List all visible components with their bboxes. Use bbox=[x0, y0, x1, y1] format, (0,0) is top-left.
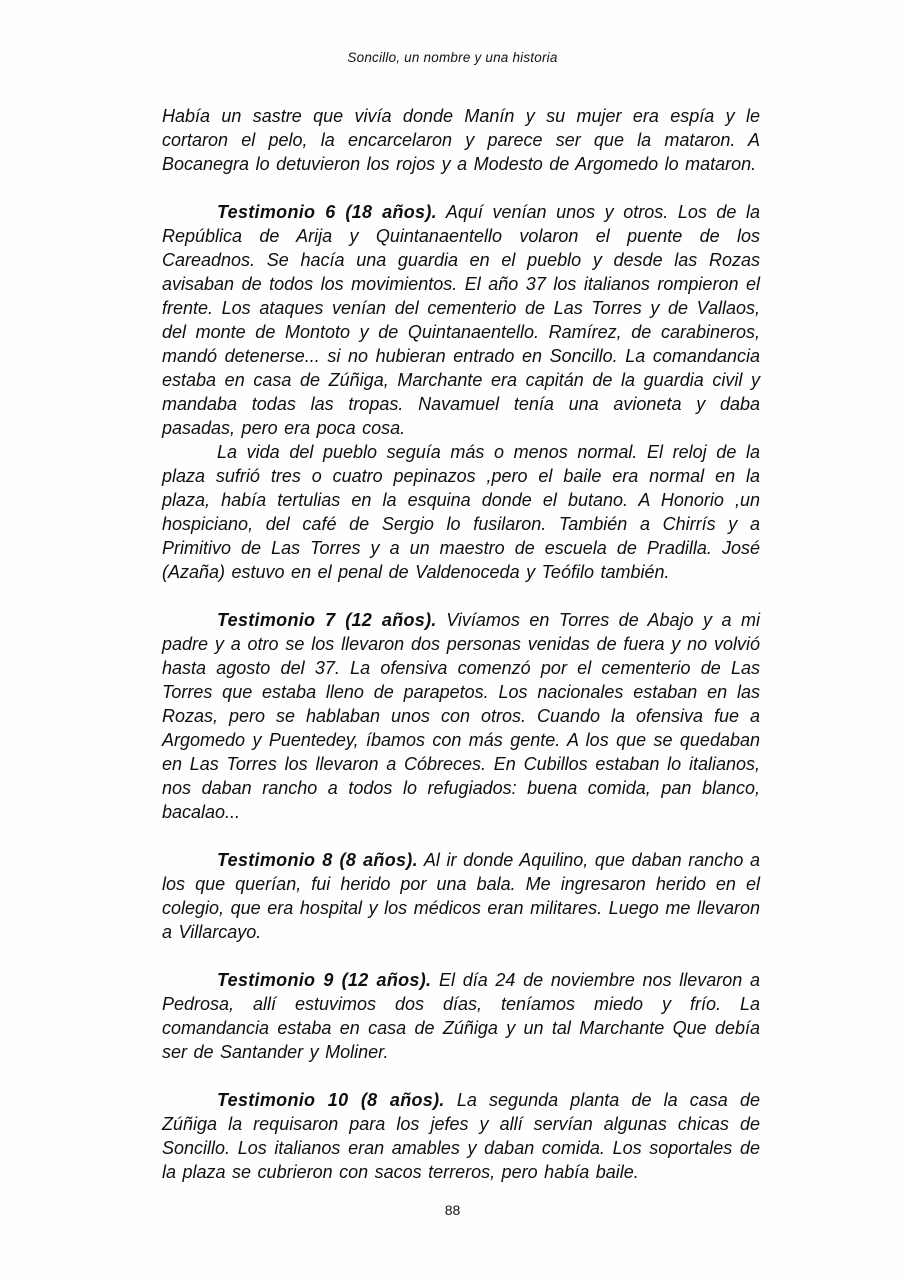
testimonio-heading: Testimonio 7 (12 años). bbox=[217, 610, 437, 630]
testimonio-heading: Testimonio 8 (8 años). bbox=[217, 850, 418, 870]
paragraph bbox=[162, 440, 760, 584]
paragraph-text: Vivíamos en Torres de Abajo y a mi padre y a otro se los llevaron dos personas venidas de fuera y no volvió hasta agosto del 37. La ofensiva comenzó por el cementerio de Las Torres que estaba lleno de parapetos. Los nacionales estaban en las Rozas, pero se hablaban unos con otros. Cuando la ofensiva fue a Argomedo y Puentedey, íbamos con más gente. A los que se quedaban en Las Torres los llevaron a Cóbreces. En Cubillos estaban lo italianos, nos daban rancho a todos lo refugiados: buena comida, pan blanco, bacalao... bbox=[162, 610, 760, 822]
paragraph-text: Había un sastre que vivía donde Manín y su mujer era espía y le cortaron el pelo, la encarcelaron y parece ser que la mataron. A Bocanegra lo detuvieron los rojos y a Modesto de Argomedo lo mataron. bbox=[162, 106, 760, 174]
paragraph bbox=[162, 608, 760, 824]
paragraph bbox=[162, 1088, 760, 1184]
paragraph-text: El día 24 de noviembre nos llevaron a Pedrosa, allí estuvimos dos días, teníamos miedo y frío. La comandancia estaba en casa de Zúñiga y un tal Marchante Que debía ser de Santander y Moliner. bbox=[162, 970, 760, 1062]
page-body bbox=[162, 104, 760, 1184]
running-head-title: Soncillo, un nombre y una historia bbox=[347, 50, 558, 65]
testimonio-heading: Testimonio 10 (8 años). bbox=[217, 1090, 445, 1110]
paragraph-text: Al ir donde Aquilino, que daban rancho a los que querían, fui herido por una bala. Me ingresaron herido en el colegio, que era hospital y los médicos eran militares. Luego me llevaron a Villarcayo. bbox=[162, 850, 760, 942]
paragraph bbox=[162, 968, 760, 1064]
paragraph-text: Aquí venían unos y otros. Los de la República de Arija y Quintanaentello volaron el puente de los Careadnos. Se hacía una guardia en el pueblo y desde las Rozas avisaban de todos los movimientos. El año 37 los italianos rompieron el frente. Los ataques venían del cementerio de Las Torres y de Vallaos, del monte de Montoto y de Quintanaentello. Ramírez, de carabineros, mandó detenerse... si no hubieran entrado en Soncillo. La comandancia estaba en casa de Zúñiga, Marchante era capitán de la guardia civil y mandaba todas las tropas. Navamuel tenía una avioneta y daba pasadas, pero era poca cosa. bbox=[162, 202, 760, 438]
paragraph bbox=[162, 848, 760, 944]
page-number: 88 bbox=[444, 1202, 461, 1218]
paragraph-text: La vida del pueblo seguía más o menos normal. El reloj de la plaza sufrió tres o cuatro pepinazos ,pero el baile era normal en la plaza, había tertulias en la esquina donde el butano. A Honorio ,un hospiciano, del café de Sergio lo fusilaron. También a Chirrís y a Primitivo de Las Torres y a un maestro de escuela de Pradilla. José (Azaña) estuvo en el penal de Valdenoceda y Teófilo también. bbox=[162, 442, 760, 582]
testimonio-heading: Testimonio 6 (18 años). bbox=[217, 202, 437, 222]
paragraph bbox=[162, 200, 760, 440]
testimonio-heading: Testimonio 9 (12 años). bbox=[217, 970, 432, 990]
paragraph bbox=[162, 104, 760, 176]
paragraph-text: La segunda planta de la casa de Zúñiga la requisaron para los jefes y allí servían algunas chicas de Soncillo. Los italianos eran amables y daban comida. Los soportales de la plaza se cubrieron con sacos terreros, pero había baile. bbox=[162, 1090, 760, 1182]
